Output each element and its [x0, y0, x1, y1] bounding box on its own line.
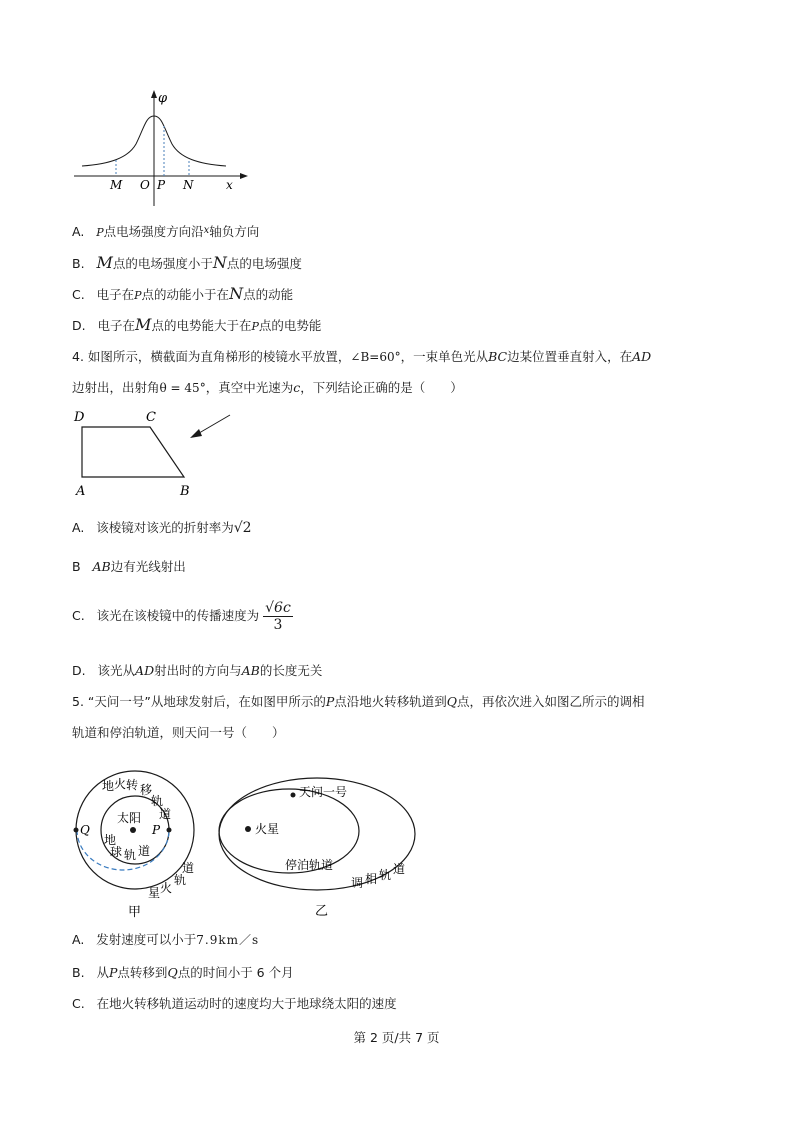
q4-option-a[interactable]: A. 该棱镜对该光的折射率为√2 — [72, 520, 252, 536]
q4-option-c[interactable]: C. 该光在该棱镜中的传播速度为 $\frac{√6c}{3}$ — [72, 600, 291, 633]
vertex-d-label: D — [74, 410, 85, 425]
mars-orbit-label-char: 轨 — [174, 873, 187, 887]
phasing-label-char: 轨 — [379, 868, 392, 882]
vertex-a-label: A — [76, 484, 86, 499]
transfer-label-char: 移 — [140, 783, 153, 797]
q5-stem-line2: 轨道和停泊轨道，则天问一号（ ） — [72, 725, 285, 740]
q3-option-d[interactable]: D. 电子在M点的电势能大于在P点的电势能 — [72, 315, 322, 334]
phasing-label-char: 调 — [351, 876, 364, 890]
p-label: P — [157, 178, 166, 192]
p-point — [167, 828, 172, 833]
prism-figure — [72, 405, 242, 500]
q4-option-d[interactable]: D. 该光从AD射出时的方向与AB的长度无关 — [72, 663, 323, 678]
q3-option-a[interactable]: A. P点电场强度方向沿$^x$轴负方向 — [72, 224, 260, 239]
q5-option-a[interactable]: A. 发射速度可以小于7.9km／s — [72, 932, 260, 947]
q3-option-b[interactable]: B. M点的电场强度小于N点的电场强度 — [72, 253, 302, 272]
mars-orbit-label-char: 星 — [148, 886, 161, 900]
phi-label: φ — [158, 91, 168, 106]
sun-dot — [130, 827, 136, 833]
transfer-label-char: 道 — [159, 807, 172, 821]
ray-arrow-icon — [190, 429, 202, 438]
phasing-label-char: 道 — [393, 862, 406, 876]
vertex-b-label: B — [180, 484, 190, 499]
n-label: N — [183, 178, 194, 192]
earth-orbit-label-char: 地 — [104, 833, 117, 847]
vertex-c-label: C — [146, 410, 156, 425]
q5-option-b[interactable]: B. 从P点转移到Q点的时间小于 6 个月 — [72, 965, 294, 980]
mars-orbit-label-char: 道 — [182, 861, 195, 875]
earth-orbit-label-char: 道 — [138, 844, 151, 858]
transfer-label-char: 地 — [102, 779, 115, 793]
earth-orbit-label-char: 球 — [110, 845, 123, 859]
q5-stem-line1: 5. “天问一号”从地球发射后，在如图甲所示的P点沿地火转移轨道到Q点，再依次进入如图乙所示的调相 — [72, 694, 645, 709]
q3-option-c[interactable]: C. 电子在P点的动能小于在N点的动能 — [72, 284, 294, 303]
phasing-label-char: 相 — [365, 872, 378, 886]
x-label: x — [226, 178, 233, 192]
o-label: O — [140, 178, 150, 192]
figure-jia-caption: 甲 — [128, 905, 142, 920]
probe-dot — [291, 793, 296, 798]
q4-option-b[interactable]: B AB边有光线射出 — [72, 559, 186, 574]
m-label: M — [110, 178, 123, 192]
transfer-label-char: 火 — [114, 777, 127, 791]
potential-figure — [70, 88, 250, 210]
orbit-figure-yi — [215, 775, 420, 925]
p-label-fig: P — [152, 823, 161, 837]
mars-label: 火星 — [255, 822, 280, 836]
transfer-label-char: 转 — [126, 778, 139, 792]
page-footer: 第 2 页/共 7 页 — [353, 1030, 440, 1045]
orbit-figure-jia — [70, 770, 210, 920]
transfer-label-char: 轨 — [151, 794, 164, 808]
prism-trapezoid — [82, 427, 184, 477]
figure-yi-caption: 乙 — [315, 904, 329, 919]
q-point — [74, 828, 79, 833]
q4-stem-line2: 边射出，出射角θ = 45°，真空中光速为c，下列结论正确的是（ ） — [72, 380, 463, 395]
parking-orbit-label: 停泊轨道 — [285, 858, 334, 872]
speed-fraction: $\frac{√6c}{3}$ — [265, 600, 291, 633]
earth-orbit-label-char: 轨 — [124, 848, 137, 862]
sun-label: 太阳 — [117, 811, 142, 825]
q5-option-c[interactable]: C. 在地火转移轨道运动时的速度均大于地球绕太阳的速度 — [72, 996, 397, 1011]
q4-stem-line1: 4. 如图所示，横截面为直角梯形的棱镜水平放置，∠B=60°，一束单色光从BC边某位置垂直射入，在AD — [72, 349, 652, 364]
q-label: Q — [80, 823, 90, 837]
mars-orbit-label-char: 火 — [160, 881, 173, 895]
probe-label: 天问一号 — [299, 785, 348, 799]
mars-dot — [245, 826, 251, 832]
